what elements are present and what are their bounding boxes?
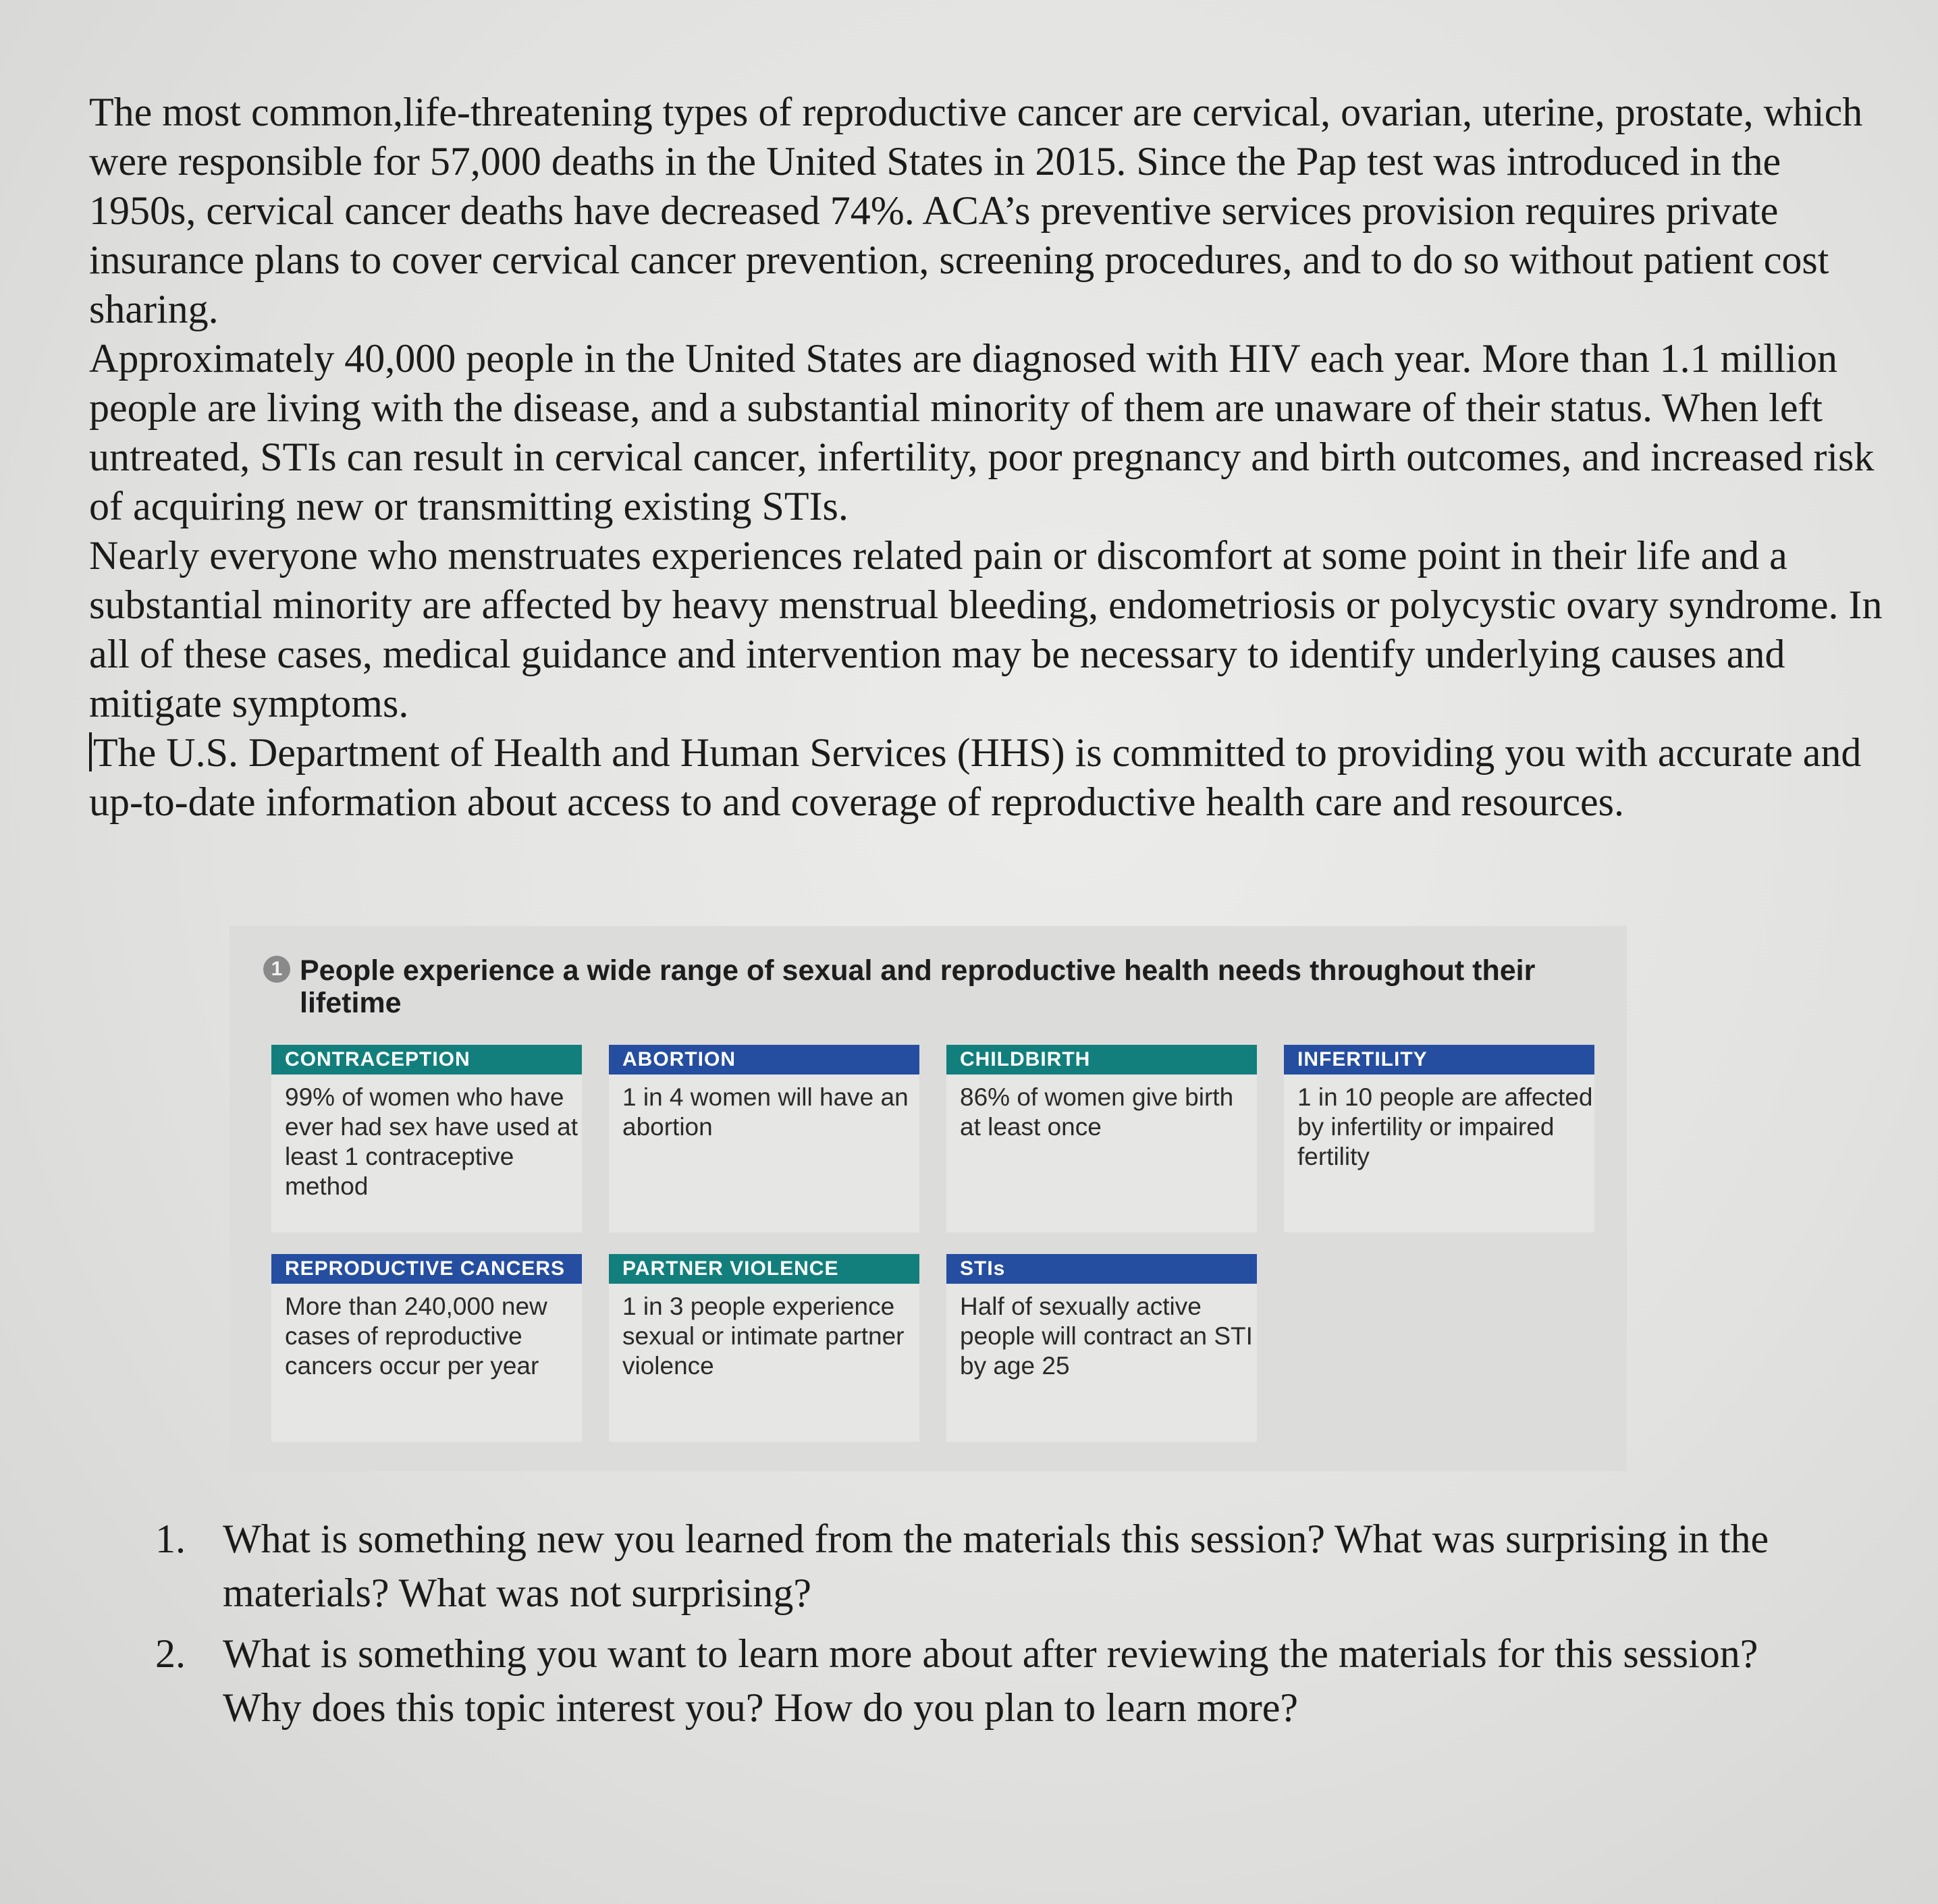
card-text: 86% of women give birth at least once <box>960 1083 1234 1141</box>
question-number: 2. <box>155 1631 186 1676</box>
number-one-icon: 1 <box>263 956 290 983</box>
card-infertility <box>1284 1045 1594 1232</box>
paragraph-hiv: Approximately 40,000 people in the United States are diagnosed with HIV each year. More than 1.1 million people are living with the disease, and a substantial minority of them are unaware of their status. When left untreated, STIs can result in cervical cancer, infertility, poor pregnancy and birth outcomes, and increased risk of acquiring new or transmitting existing STIs. <box>89 336 1875 528</box>
paragraph-hhs-text: The U.S. Department of Health and Human Services (HHS) is committed to providing you with accurate and up-to-date information about access to and coverage of reproductive health care and resources. <box>89 730 1862 824</box>
card-heading: ABORTION <box>609 1045 919 1075</box>
card-text: 1 in 4 women will have an abortion <box>622 1083 909 1141</box>
card-text: Half of sexually active people will contract an STI by age 25 <box>960 1293 1253 1380</box>
question-list <box>155 1512 1843 1741</box>
card-partner-violence <box>609 1254 919 1442</box>
card-heading: CHILDBIRTH <box>946 1045 1257 1075</box>
paragraph-hhs[interactable] <box>89 728 1885 827</box>
card-heading: INFERTILITY <box>1284 1045 1594 1075</box>
question-text: What is something you want to learn more about after reviewing the materials for this session? Why does this topic interest you? How do you plan to learn more? <box>223 1631 1758 1730</box>
text-cursor <box>89 732 92 771</box>
card-abortion <box>609 1045 919 1232</box>
question-text: What is something new you learned from the materials this session? What was surprising in the materials? What was not surprising? <box>223 1517 1769 1615</box>
card-stis <box>946 1254 1257 1442</box>
infographic-grid <box>271 1045 1608 1442</box>
card-heading: STIs <box>946 1254 1257 1284</box>
card-contraception <box>271 1045 582 1232</box>
card-text: 1 in 3 people experience sexual or intimate partner violence <box>622 1293 905 1380</box>
card-reproductive-cancers <box>271 1254 582 1442</box>
question-item <box>155 1512 1843 1620</box>
infographic-title <box>263 954 1546 1019</box>
card-heading: PARTNER VIOLENCE <box>609 1254 919 1284</box>
card-text: 99% of women who have ever had sex have used at least 1 contraceptive method <box>285 1083 578 1200</box>
card-heading: REPRODUCTIVE CANCERS <box>271 1254 582 1284</box>
body-text <box>89 88 1885 827</box>
question-number: 1. <box>155 1517 186 1561</box>
card-childbirth <box>946 1045 1257 1232</box>
card-heading: CONTRACEPTION <box>271 1045 582 1075</box>
card-text: More than 240,000 new cases of reproductive cancers occur per year <box>285 1293 547 1380</box>
question-item <box>155 1627 1843 1735</box>
paragraph-cancer: The most common,life-threatening types of reproductive cancer are cervical, ovarian, uterine, prostate, which were responsible for 57,000 deaths in the United States in 2015. Since the Pap test was introduced in the 1950s, cervical cancer deaths have decreased 74%. ACA’s preventive services provision requires private insurance plans to cover cervical cancer prevention, screening procedures, and to do so without patient cost sharing. <box>89 90 1863 331</box>
card-text: 1 in 10 people are affected by infertility or impaired fertility <box>1297 1083 1593 1170</box>
infographic-title-text: People experience a wide range of sexual and reproductive health needs throughout their lifetime <box>300 954 1536 1019</box>
paragraph-menstruation: Nearly everyone who menstruates experiences related pain or discomfort at some point in their life and a substantial minority are affected by heavy menstrual bleeding, endometriosis or polycystic ovary syndrome. In all of these cases, medical guidance and intervention may be necessary to identify underlying causes and mitigate symptoms. <box>89 533 1883 726</box>
infographic <box>230 926 1627 1471</box>
